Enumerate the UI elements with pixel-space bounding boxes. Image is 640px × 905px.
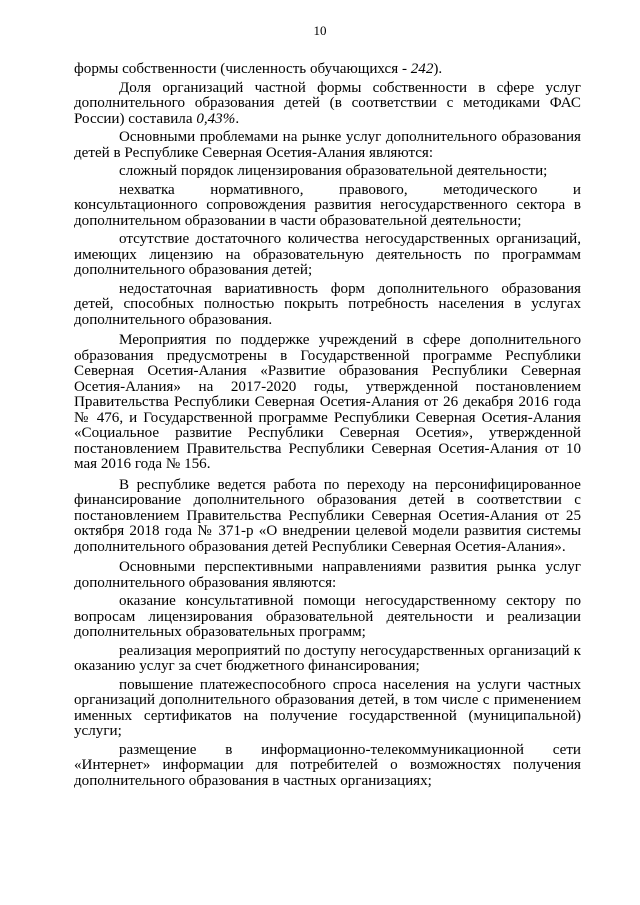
- list-item-internet-info: размещение в информационно-телекоммуникационной сети «Интернет» информации для потребителей о возможностях получения дополнительного образования в частных организациях;: [74, 741, 581, 789]
- students-count-text: формы собственности (численность обучающихся -: [74, 61, 411, 77]
- private-share-text: Доля организаций частной формы собственности в сфере услуг дополнительного образования детей (в соответствии с методиками ФАС России) составила: [74, 79, 581, 127]
- list-item-consulting: оказание консультативной помощи негосударственному сектору по вопросам лицензирования образовательной деятельности и реализации дополнительных образовательных программ;: [74, 593, 581, 640]
- students-count-tail: ).: [433, 61, 443, 77]
- private-share-value: 0,43%: [196, 110, 236, 127]
- paragraph-private-share: [74, 81, 581, 128]
- list-item-licensing: сложный порядок лицензирования образовательной деятельности;: [119, 163, 548, 179]
- list-item-budget-access: реализация мероприятий по доступу негосударственных организаций к оказанию услуг за счет бюджетного финансирования;: [74, 642, 581, 674]
- document-body: [74, 62, 581, 789]
- paragraph-personified-financing: В республике ведется работа по переходу на персонифицированное финансирование дополнительного образования детей в соответствии с постановлением Правительства Республики Северная Осетия-Алания от 25 октября 2018 года № 371-р «О внедрении целевой модели развития системы дополнительного образования детей Республики Северная Осетия-Алания».: [74, 476, 581, 555]
- list-item-forms-variability: недостаточная вариативность форм дополнительного образования детей, способных полностью покрыть потребность населения в услугах дополнительного образования.: [74, 280, 581, 328]
- list-item-organizations-shortage: отсутствие достаточного количества негосударственных организаций, имеющих лицензию на образовательную деятельность по программам дополнительного образования детей;: [74, 231, 581, 278]
- page-number: 10: [313, 23, 327, 38]
- list-item-support-shortage: нехватка нормативного, правового, методического и консультационного сопровождения развития негосударственного сектора в дополнительном образовании в части образовательной деятельности;: [74, 181, 581, 229]
- private-share-tail: .: [235, 110, 240, 127]
- paragraph-state-programs: Мероприятия по поддержке учреждений в сфере дополнительного образования предусмотрены в Государственной программе Республики Северная Осетия-Алания «Развитие образования Республики Северная Осетия-Алания» на 2017-2020 годы, утвержденной постановлением Правительства Республики Северная Осетия-Алания от 26 декабря 2016 года № 476, и Государственной программе Республики Северная Осетия-Алания «Социальное развитие Республики Северная Осетия», утвержденной постановлением Правительства Республики Северная Осетия-Алания от 10 мая 2016 года № 156.: [74, 332, 581, 472]
- paragraph-students-count: [74, 62, 581, 78]
- paragraph-problems-intro: Основными проблемами на рынке услуг дополнительного образования детей в Республике Северная Осетия-Алания являются:: [74, 129, 581, 161]
- students-count-value: 242: [410, 61, 434, 77]
- paragraph-directions-intro: Основными перспективными направлениями развития рынка услуг дополнительного образования являются:: [74, 559, 581, 591]
- list-item-demand-increase: повышение платежеспособного спроса населения на услуги частных организаций дополнительного образования детей, в том числе с применением именных сертификатов на получение государственной (муниципальной) услуги;: [74, 676, 581, 739]
